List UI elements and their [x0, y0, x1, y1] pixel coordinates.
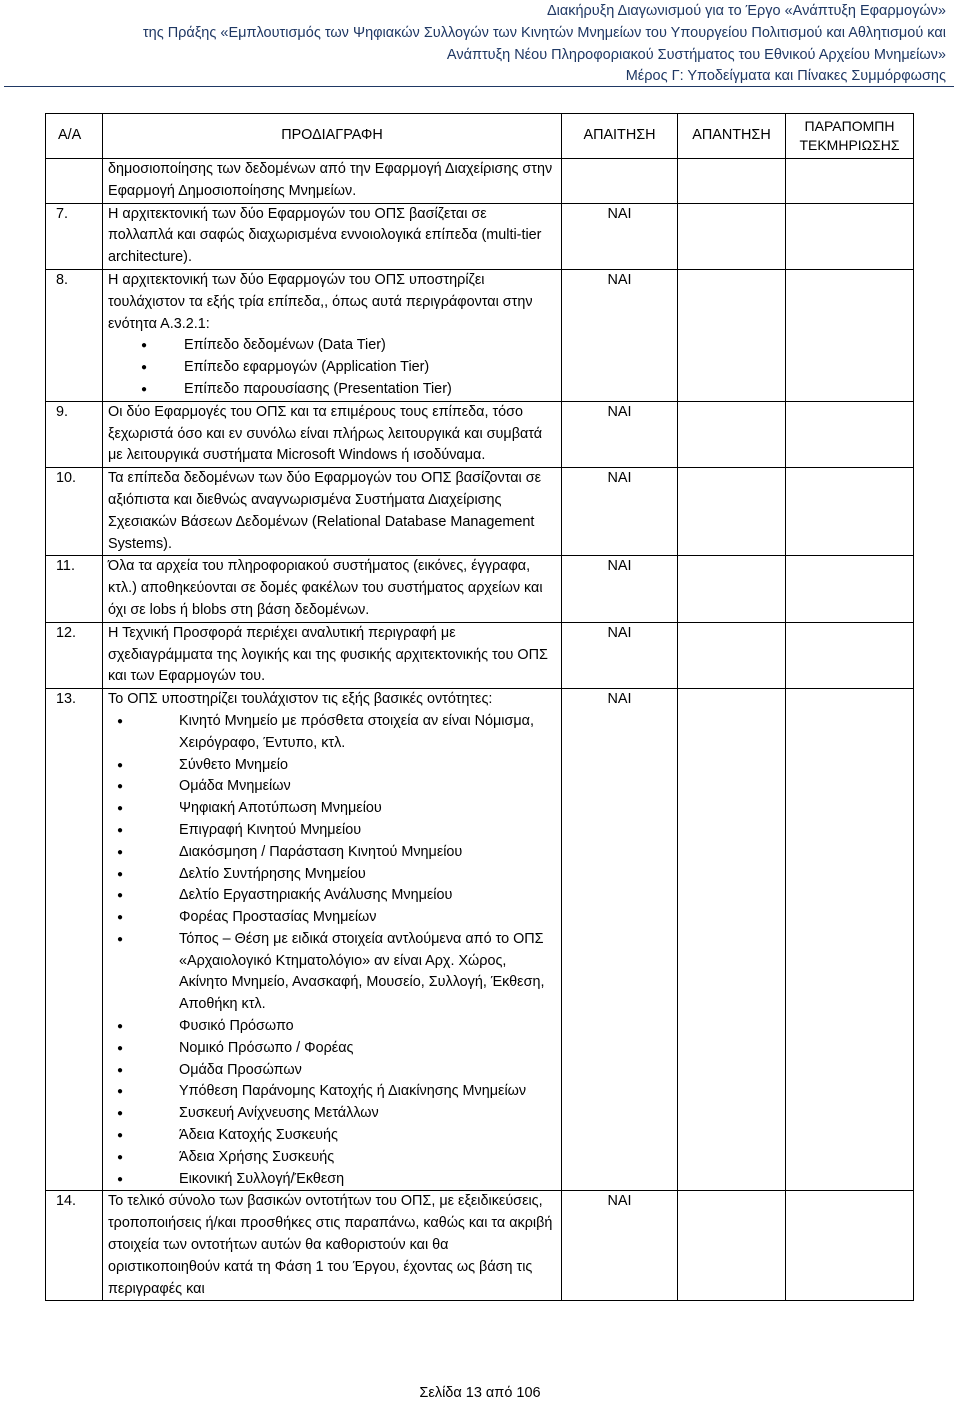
list-item: ● Δελτίο Εργαστηριακής Ανάλυσης Μνημείου [108, 885, 555, 907]
compliance-table [45, 113, 914, 1301]
row-number: 9. [46, 401, 103, 467]
reference-cell [786, 1191, 914, 1301]
specification-cell [103, 468, 562, 556]
list-item: ● Συσκευή Ανίχνευσης Μετάλλων [108, 1103, 555, 1125]
list-item: ● Διακόσμηση / Παράσταση Κινητού Μνημείου [108, 842, 555, 864]
list-item: ● Επίπεδο παρουσίασης (Presentation Tier) [108, 379, 555, 401]
specification-text: Το ΟΠΣ υποστηρίζει τουλάχιστον τις εξής βασικές οντότητες: [108, 691, 493, 708]
table-row [46, 269, 914, 401]
answer-cell [678, 689, 786, 1191]
page-number: Σελίδα 13 από 106 [419, 1385, 541, 1401]
reference-cell [786, 622, 914, 688]
document-header [143, 1, 946, 88]
answer-cell [678, 468, 786, 556]
specification-text: Οι δύο Εφαρμογές του ΟΠΣ και τα επιμέρους τους επίπεδα, τόσο ξεχωριστά όσο και εν συνόλω είναι πλήρως λειτουργικά και συμβατά με λειτουργικά συστήματα Microsoft Windows ή ισοδύναμα. [108, 403, 543, 464]
list-item: ● Επίπεδο εφαρμογών (Application Tier) [108, 357, 555, 379]
requirement-cell: ΝΑΙ [562, 622, 678, 688]
list-item: ● Δελτίο Συντήρησης Μνημείου [108, 864, 555, 886]
list-item: ● Σύνθετο Μνημείο [108, 755, 555, 777]
row-number: 14. [46, 1191, 103, 1301]
table-row [46, 159, 914, 204]
reference-cell [786, 269, 914, 401]
requirement-cell: ΝΑΙ [562, 689, 678, 1191]
row-number: 11. [46, 556, 103, 622]
list-item: ● Άδεια Χρήσης Συσκευής [108, 1147, 555, 1169]
specification-cell [103, 1191, 562, 1301]
list-item: ● Φορέας Προστασίας Μνημείων [108, 907, 555, 929]
header-spec: ΠΡΟΔΙΑΓΡΑΦΗ [103, 114, 562, 159]
specification-cell [103, 401, 562, 467]
header-divider [4, 86, 954, 87]
table-row [46, 1191, 914, 1301]
list-item: ● Επίπεδο δεδομένων (Data Tier) [108, 335, 555, 357]
requirement-cell: ΝΑΙ [562, 468, 678, 556]
list-item: ● Φυσικό Πρόσωπο [108, 1016, 555, 1038]
reference-cell [786, 468, 914, 556]
list-item: ● Ομάδα Μνημείων [108, 776, 555, 798]
table-row [46, 401, 914, 467]
specification-text: Το τελικό σύνολο των βασικών οντοτήτων του ΟΠΣ, με εξειδικεύσεις, τροποποιήσεις ή/και προσθήκες στις παραπάνω, καθώς και τα ακριβή στοιχεία των οντοτήτων αυτών θα καθοριστούν και θα οριστικοποιηθούν κατά τη Φάση 1 του Έργου, έχοντας ως βάση τις περιγραφές και [108, 1193, 553, 1297]
specification-cell [103, 689, 562, 1191]
answer-cell [678, 401, 786, 467]
list-item: ● Ομάδα Προσώπων [108, 1060, 555, 1082]
table-row [46, 689, 914, 1191]
row-number: 13. [46, 689, 103, 1191]
specification-text: Τα επίπεδα δεδομένων των δύο Εφαρμογών του ΟΠΣ βασίζονται σε αξιόπιστα και διεθνώς αναγνωρισμένα Συστήματα Διαχείρισης Σχεσιακών Βάσεων Δεδομένων (Relational Database Management Systems). [108, 470, 542, 552]
answer-cell [678, 622, 786, 688]
row-number: 12. [46, 622, 103, 688]
reference-cell [786, 556, 914, 622]
list-item: ● Άδεια Κατοχής Συσκευής [108, 1125, 555, 1147]
specification-cell [103, 203, 562, 269]
list-item: ● Τόπος – Θέση με ειδικά στοιχεία αντλούμενα από το ΟΠΣ «Αρχαιολογικό Κτηματολόγιο» αν είναι Αρχ. Χώρος, Ακίνητο Μνημείο, Ανασκαφή, Μουσείο, Συλλογή, Έκθεση, Αποθήκη κτλ. [108, 929, 555, 1016]
answer-cell [678, 159, 786, 204]
header-line-1: Διακήρυξη Διαγωνισμού για το Έργο «Ανάπτυξη Εφαρμογών» [546, 3, 946, 19]
specification-cell [103, 269, 562, 401]
row-number: 7. [46, 203, 103, 269]
continuation-text: δημοσιοποίησης των δεδομένων από την Εφαρμογή Διαχείρισης στην Εφαρμογή Δημοσιοποίησης Μνημείων. [103, 159, 562, 204]
table-header-row [46, 114, 914, 159]
reference-cell [786, 159, 914, 204]
table-row [46, 556, 914, 622]
specification-cell [103, 556, 562, 622]
answer-cell [678, 556, 786, 622]
header-requirement: ΑΠΑΙΤΗΣΗ [562, 114, 678, 159]
requirement-cell: ΝΑΙ [562, 1191, 678, 1301]
list-item: ● Υπόθεση Παράνομης Κατοχής ή Διακίνησης Μνημείων [108, 1081, 555, 1103]
list-item: ● Ψηφιακή Αποτύπωση Μνημείου [108, 798, 555, 820]
header-reference: ΠΑΡΑΠΟΜΠΗ ΤΕΚΜΗΡΙΩΣΗΣ [786, 114, 914, 159]
answer-cell [678, 269, 786, 401]
specification-text: Η αρχιτεκτονική των δύο Εφαρμογών του ΟΠΣ βασίζεται σε πολλαπλά και σαφώς διαχωρισμένα εννοιολογικά επίπεδα (multi-tier architecture). [108, 205, 542, 266]
specification-cell [103, 622, 562, 688]
header-answer: ΑΠΑΝΤΗΣΗ [678, 114, 786, 159]
requirement-cell: ΝΑΙ [562, 203, 678, 269]
specification-text: Η αρχιτεκτονική των δύο Εφαρμογών του ΟΠΣ υποστηρίζει τουλάχιστον τα εξής τρία επίπεδα,, όπως αυτά περιγράφονται στην ενότητα Α.3.2.1: [108, 271, 533, 332]
header-line-4: Μέρος Γ: Υποδείγματα και Πίνακες Συμμόρφωσης [625, 68, 946, 85]
list-item: ● Κινητό Μνημείο με πρόσθετα στοιχεία αν είναι Νόμισμα, Χειρόγραφο, Έντυπο, κτλ. [108, 711, 555, 755]
list-item: ● Εικονική Συλλογή/Έκθεση [108, 1169, 555, 1191]
specification-text: Όλα τα αρχεία του πληροφοριακού συστήματος (εικόνες, έγγραφα, κτλ.) αποθηκεύονται σε δομές φακέλων του συστήματος αρχείων και όχι σε lobs ή blobs στη βάση δεδομένων. [108, 558, 543, 618]
header-line-3: Ανάπτυξη Νέου Πληροφοριακού Συστήματος του Εθνικού Αρχείου Μνημείων» [446, 46, 946, 63]
answer-cell [678, 1191, 786, 1301]
specification-text: Η Τεχνική Προσφορά περιέχει αναλυτική περιγραφή με σχεδιαγράμματα της λογικής και της φυσικής αρχιτεκτονικής του ΟΠΣ και των Εφαρμογών του. [108, 624, 548, 685]
reference-cell [786, 401, 914, 467]
requirement-cell: ΝΑΙ [562, 556, 678, 622]
list-item: ● Νομικό Πρόσωπο / Φορέας [108, 1038, 555, 1060]
tier-list [108, 335, 555, 400]
entity-list [108, 711, 555, 1191]
row-number: 10. [46, 468, 103, 556]
row-number: 8. [46, 269, 103, 401]
answer-cell [678, 203, 786, 269]
table-row [46, 203, 914, 269]
list-item: ● Επιγραφή Κινητού Μνημείου [108, 820, 555, 842]
header-aa: Α/Α [46, 114, 103, 159]
header-line-2: της Πράξης «Εμπλουτισμός των Ψηφιακών Συλλογών των Κινητών Μνημείων του Υπουργείου Πολιτισμού και Αθλητισμού και [142, 24, 946, 41]
requirement-cell: ΝΑΙ [562, 269, 678, 401]
table-row [46, 622, 914, 688]
reference-cell [786, 689, 914, 1191]
requirement-cell: ΝΑΙ [562, 401, 678, 467]
reference-cell [786, 203, 914, 269]
table-row [46, 468, 914, 556]
